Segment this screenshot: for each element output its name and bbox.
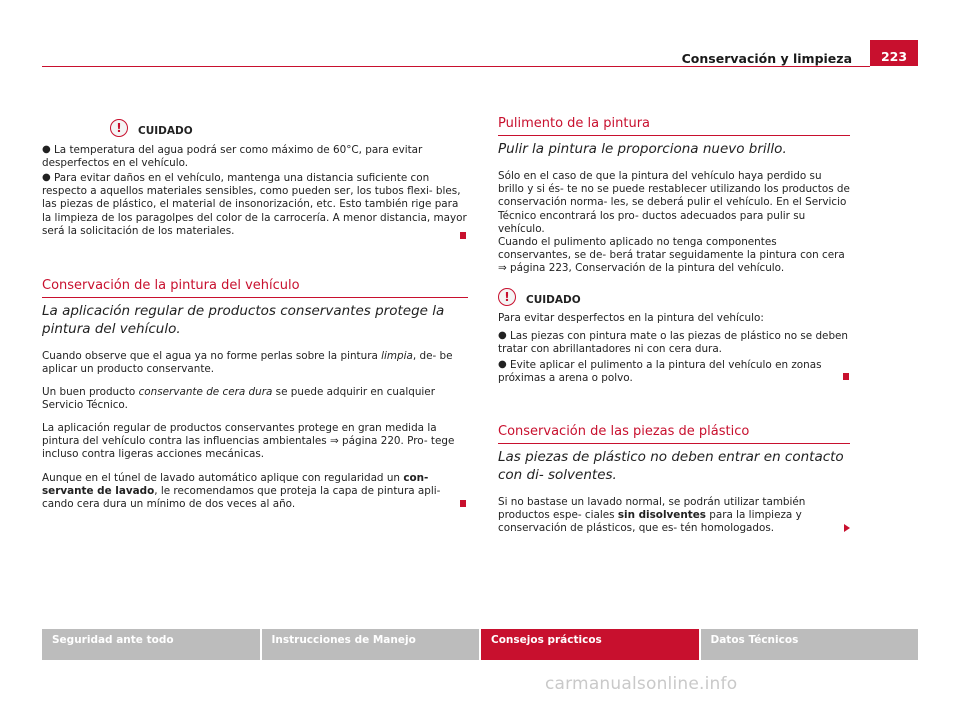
footer-tab-seguridad[interactable]: Seguridad ante todo <box>42 629 260 660</box>
section-lead: Las piezas de plástico no deben entrar en contacto con di- solventes. <box>498 449 844 483</box>
caution-bullet-text: Las piezas con pintura mate o las piezas de plástico no se deben tratar con abrillantadores ni con cera dura. <box>498 330 849 356</box>
page-number: 223 <box>870 40 918 66</box>
caution-bullet <box>498 359 850 385</box>
footer-tab-consejos[interactable]: Consejos prácticos <box>481 629 699 660</box>
footer-tab-datos[interactable]: Datos Técnicos <box>701 629 919 660</box>
caution-bullet <box>42 172 468 238</box>
caution-bullet <box>498 330 850 356</box>
end-of-section-mark <box>460 232 466 239</box>
paragraph: Cuando el pulimento aplicado no tenga componentes conservantes, se de- berá tratar seguidamente la pintura con cera ⇒ página 223, Conservación de la pintura del vehículo. <box>498 236 845 275</box>
caution-heading-left <box>110 119 193 137</box>
section-title: Conservación de las piezas de plástico <box>498 424 850 444</box>
section-lead: Pulir la pintura le proporciona nuevo brillo. <box>498 141 787 157</box>
exclamation-icon: ! <box>498 288 516 306</box>
continue-arrow-icon <box>844 524 850 532</box>
section-title: Conservación de la pintura del vehículo <box>42 278 468 298</box>
caution-bullet <box>42 144 468 170</box>
paragraph: Aunque en el túnel de lavado automático aplique con regularidad un con- servante de lavado, le recomendamos que proteja la capa de pintura apli- cando cera dura un mínimo de dos veces al año. <box>42 472 441 511</box>
footer-nav <box>42 629 918 660</box>
end-of-section-mark <box>460 500 466 507</box>
caution-heading-right <box>498 288 581 306</box>
paragraph: Un buen producto conservante de cera dura se puede adquirir en cualquier Servicio Técnico. <box>42 386 435 412</box>
footer-tab-instrucciones[interactable]: Instrucciones de Manejo <box>262 629 480 660</box>
section-title: Pulimento de la pintura <box>498 116 850 136</box>
caution-bullet-text: La temperatura del agua podrá ser como máximo de 60°C, para evitar desperfectos en el vehículo. <box>42 144 423 170</box>
running-header-title: Conservación y limpieza <box>681 51 852 66</box>
bullet-dot-icon: ● <box>498 330 507 341</box>
paragraph: Si no bastase un lavado normal, se podrán utilizar también productos espe- ciales sin disolventes para la limpieza y conservación de plásticos, que es- tén homologados. <box>498 496 806 535</box>
paragraph: Sólo en el caso de que la pintura del vehículo haya perdido su brillo y si és- te no se puede restablecer utilizando los productos de conservación norma- les, se deberá pulir el vehículo. En el Servicio Técnico encontrará los pro- ductos adecuados para pulir su vehículo. <box>498 170 850 235</box>
header-rule <box>42 66 870 67</box>
bullet-dot-icon: ● <box>42 172 51 183</box>
watermark: carmanualsonline.info <box>545 674 738 694</box>
bullet-dot-icon: ● <box>42 144 51 155</box>
paragraph: Cuando observe que el agua ya no forme perlas sobre la pintura limpia, de- be aplicar un producto conservante. <box>42 350 453 376</box>
caution-bullet-text: Para evitar daños en el vehículo, mantenga una distancia suficiente con respecto a aquellos materiales sensibles, como pueden ser, los tubos flexi- bles, las piezas de plástico, el material de insonorización, etc. Esto también rige para la limpieza de los paragolpes del color de la carrocería. A menor distancia, mayor será la solicitación de los materiales. <box>42 172 467 237</box>
caution-bullet-text: Evite aplicar el pulimento a la pintura del vehículo en zonas próximas a arena o polvo. <box>498 359 822 385</box>
caution-label: CUIDADO <box>138 125 193 137</box>
caution-intro: Para evitar desperfectos en la pintura del vehículo: <box>498 312 764 324</box>
bullet-dot-icon: ● <box>498 359 507 370</box>
section-lead: La aplicación regular de productos conservantes protege la pintura del vehículo. <box>42 303 445 337</box>
exclamation-icon: ! <box>110 119 128 137</box>
caution-label: CUIDADO <box>526 294 581 306</box>
end-of-section-mark <box>843 373 849 380</box>
paragraph: La aplicación regular de productos conservantes protege en gran medida la pintura del vehículo contra las influencias ambientales ⇒ página 220. Pro- tege incluso contra ligeras acciones mecánicas. <box>42 422 455 461</box>
